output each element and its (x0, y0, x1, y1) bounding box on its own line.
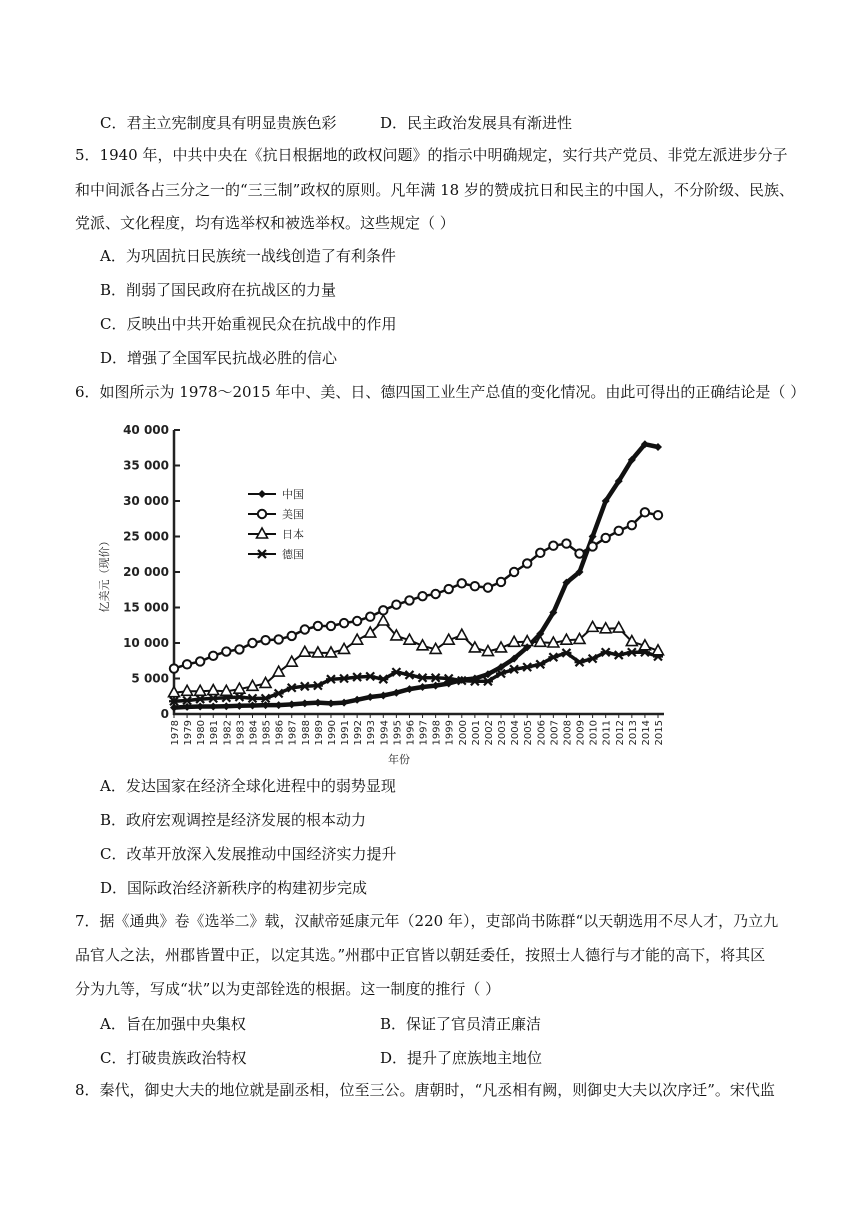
marker-circle (222, 647, 230, 655)
marker-circle (471, 582, 479, 590)
marker-diamond (258, 490, 266, 498)
marker-circle (183, 660, 191, 668)
marker-triangle (378, 615, 389, 625)
marker-circle (418, 592, 426, 600)
y-tick-label: 5 000 (131, 671, 169, 686)
q5-stem-line-3: 党派、文化程度，均有选举权和被选举权。这些规定（ ） (75, 214, 455, 232)
marker-circle (261, 636, 269, 644)
marker-circle (601, 534, 609, 542)
marker-star (601, 648, 611, 656)
marker-triangle (182, 685, 193, 695)
marker-diamond (235, 702, 243, 710)
q4-option-d[interactable]: D．民主政治发展具有渐进性 (380, 114, 573, 132)
x-tick-label: 1986 (274, 720, 286, 746)
marker-star (627, 648, 637, 656)
series-line-star-x (174, 652, 658, 701)
marker-star (208, 694, 218, 702)
marker-star (561, 649, 571, 657)
y-tick-label: 40 000 (123, 423, 169, 437)
x-tick-label: 2011 (601, 720, 613, 746)
x-tick-label: 2015 (654, 720, 665, 746)
marker-circle (248, 639, 256, 647)
q7-option-c[interactable]: C．打破贵族政治特权 (100, 1049, 247, 1067)
marker-star (431, 674, 441, 682)
marker-star (548, 653, 558, 661)
x-tick-label: 1978 (170, 720, 181, 746)
marker-triangle (299, 646, 310, 656)
x-tick-label: 2013 (627, 720, 639, 746)
marker-triangle (456, 629, 467, 639)
marker-star (418, 674, 428, 682)
marker-diamond (209, 703, 217, 711)
x-tick-label: 2006 (536, 720, 548, 746)
q7-stem-line-2: 品官人之法，州郡皆置中正，以定其选。”州郡中正官皆以朝廷委任，按照士人德行与才能的高下，将其区 (75, 946, 766, 964)
marker-triangle (273, 666, 284, 676)
marker-circle (258, 510, 266, 518)
y-tick-label: 10 000 (123, 636, 169, 650)
x-tick-label: 2002 (483, 720, 495, 746)
q6-option-c[interactable]: C．改革开放深入发展推动中国经济实力提升 (100, 845, 397, 863)
series-markers-open-circle (170, 508, 662, 673)
q5-option-d[interactable]: D．增强了全国军民抗战必胜的信心 (100, 349, 338, 367)
marker-star (300, 682, 310, 690)
q5-stem-line-1: 5．1940 年，中共中央在《抗日根据地的政权问题》的指示中明确规定，实行共产党员、非党左派进步分子 (75, 146, 788, 164)
legend-label: 日本 (282, 528, 304, 541)
y-tick-label: 20 000 (123, 565, 169, 579)
x-tick-label: 2005 (523, 720, 535, 746)
x-tick-label: 1991 (340, 720, 352, 746)
y-tick-label: 25 000 (123, 529, 169, 544)
marker-star (313, 682, 323, 690)
q6-stem-line-1: 6．如图所示为 1978～2015 年中、美、日、德四国工业生产总值的变化情况。由此可得出的正确结论是（ ） (75, 383, 806, 401)
marker-triangle (613, 622, 624, 632)
marker-circle (301, 625, 309, 633)
marker-star (287, 684, 297, 692)
x-tick-label: 1999 (444, 720, 456, 746)
legend-label: 德国 (282, 548, 304, 561)
x-tick-labels (170, 720, 665, 745)
q7-option-d[interactable]: D．提升了庶族地主地位 (380, 1049, 543, 1067)
marker-star (614, 651, 624, 659)
x-tick-label: 2014 (640, 720, 652, 746)
marker-star (535, 660, 545, 668)
marker-circle (523, 559, 531, 567)
x-tick-label: 1993 (366, 720, 378, 746)
marker-circle (484, 583, 492, 591)
marker-star (234, 693, 244, 701)
x-tick-label: 1988 (300, 720, 312, 746)
marker-circle (562, 539, 570, 547)
marker-circle (288, 632, 296, 640)
q6-option-d[interactable]: D．国际政治经济新秩序的构建初步完成 (100, 879, 368, 897)
x-tick-label: 1979 (183, 720, 195, 746)
x-tick-label: 1984 (248, 720, 260, 746)
marker-circle (575, 549, 583, 557)
q4-option-c[interactable]: C．君主立宪制度具有明显贵族色彩 (100, 114, 337, 132)
marker-circle (628, 521, 636, 529)
marker-circle (497, 578, 505, 586)
x-tick-label: 1996 (405, 720, 417, 746)
x-tick-label: 2003 (497, 720, 509, 746)
x-axis-label: 年份 (388, 753, 410, 766)
marker-star (509, 665, 519, 673)
q5-option-a[interactable]: A．为巩固抗日民族统一战线创造了有利条件 (100, 247, 396, 265)
marker-star (522, 663, 532, 671)
series-line-open-triangle (174, 621, 658, 693)
marker-circle (615, 527, 623, 535)
x-tick-label: 1989 (313, 720, 325, 746)
series-line-open-circle (174, 512, 658, 668)
x-tick-label: 1994 (379, 720, 391, 746)
marker-star (575, 658, 585, 666)
marker-star (483, 677, 493, 685)
marker-circle (458, 579, 466, 587)
marker-circle (641, 508, 649, 516)
marker-star (365, 672, 375, 680)
x-tick-label: 2010 (588, 720, 600, 746)
series-markers (169, 440, 664, 711)
x-tick-label: 1992 (353, 720, 365, 746)
marker-diamond (327, 699, 335, 707)
marker-triangle (286, 656, 297, 666)
marker-circle (327, 622, 335, 630)
marker-circle (379, 606, 387, 614)
x-tick-label: 1998 (431, 720, 443, 746)
x-tick-label: 2007 (549, 720, 561, 746)
x-tick-label: 1995 (392, 720, 404, 746)
x-tick-label: 1981 (209, 720, 221, 746)
y-tick-label: 0 (160, 707, 169, 721)
y-tick-labels (123, 423, 169, 721)
marker-diamond (419, 683, 427, 691)
marker-star (352, 673, 362, 681)
marker-star (588, 655, 598, 663)
q8-stem-line-1: 8．秦代，御史大夫的地位就是副丞相，位至三公。唐朝时，“凡丞相有阙，则御史大夫以次序迁”。宋代监 (75, 1081, 775, 1099)
legend-label: 美国 (282, 508, 304, 521)
marker-triangle (339, 643, 350, 653)
marker-circle (209, 652, 217, 660)
q7-option-b[interactable]: B．保证了官员清正廉洁 (380, 1015, 542, 1033)
q5-option-b[interactable]: B．削弱了国民政府在抗战区的力量 (100, 281, 337, 299)
marker-diamond (275, 701, 283, 709)
marker-star (391, 668, 401, 676)
legend-label: 中国 (282, 488, 304, 501)
marker-circle (340, 619, 348, 627)
marker-star (404, 671, 414, 679)
x-tick-label: 1997 (418, 720, 430, 746)
y-tick-label: 35 000 (123, 458, 169, 473)
series-markers-filled-diamond (170, 440, 662, 711)
q7-option-a[interactable]: A．旨在加强中央集权 (100, 1015, 246, 1033)
marker-circle (274, 635, 282, 643)
marker-circle (510, 568, 518, 576)
marker-circle (392, 600, 400, 608)
marker-diamond (432, 682, 440, 690)
marker-circle (536, 549, 544, 557)
marker-diamond (301, 699, 309, 707)
marker-circle (196, 657, 204, 665)
x-tick-label: 2001 (470, 720, 482, 746)
x-tick-label: 2009 (575, 720, 587, 746)
x-tick-label: 1990 (326, 720, 338, 746)
marker-diamond (288, 700, 296, 708)
marker-circle (549, 542, 557, 550)
x-tick-label: 2012 (614, 720, 626, 746)
x-tick-label: 1983 (235, 720, 247, 746)
y-axis-label: 亿美元（现价） (98, 535, 111, 613)
marker-circle (588, 542, 596, 550)
marker-circle (235, 645, 243, 653)
series-lines (174, 444, 658, 707)
marker-star (274, 689, 284, 697)
q7-stem-line-3: 分为九等，写成“状”以为吏部铨选的根据。这一制度的推行（ ） (75, 980, 501, 998)
marker-star (378, 675, 388, 683)
x-tick-label: 2008 (562, 720, 574, 746)
marker-circle (654, 511, 662, 519)
q6-option-a[interactable]: A．发达国家在经济全球化进程中的弱势显现 (100, 777, 396, 795)
marker-star (257, 550, 267, 558)
x-tick-label: 1982 (222, 720, 234, 746)
marker-star (195, 695, 205, 703)
industrial-output-chart (96, 414, 686, 770)
x-tick-label: 1987 (287, 720, 299, 746)
y-tick-label: 30 000 (123, 494, 169, 508)
marker-star (247, 694, 257, 702)
marker-circle (445, 585, 453, 593)
marker-diamond (196, 703, 204, 711)
x-tick-label: 1985 (261, 720, 273, 746)
q5-stem-line-2: 和中间派各占三分之一的“三三制”政权的原则。凡年满 18 岁的赞成抗日和民主的中国人，不分阶级、民族、 (75, 181, 794, 199)
q7-stem-line-1: 7．据《通典》卷《选举二》载，汉献帝延康元年（220 年），吏部尚书陈群“以天朝选用不尽人才，乃立九 (75, 912, 779, 930)
x-tick-label: 2000 (457, 720, 469, 746)
marker-circle (366, 613, 374, 621)
marker-triangle (587, 621, 598, 631)
marker-circle (314, 622, 322, 630)
chart-legend (248, 487, 304, 561)
marker-circle (405, 596, 413, 604)
q6-option-b[interactable]: B．政府宏观调控是经济发展的根本动力 (100, 811, 367, 829)
y-tick-label: 15 000 (123, 600, 169, 615)
marker-circle (353, 617, 361, 625)
marker-triangle (208, 685, 219, 695)
marker-diamond (314, 699, 322, 707)
series-line-filled-diamond (174, 444, 658, 707)
q5-option-c[interactable]: C．反映出中共开始重视民众在抗战中的作用 (100, 315, 397, 333)
marker-star (339, 675, 349, 683)
x-tick-label: 2004 (510, 720, 522, 746)
marker-circle (431, 590, 439, 598)
marker-diamond (222, 702, 230, 710)
marker-star (326, 675, 336, 683)
x-tick-label: 1980 (196, 720, 208, 746)
marker-circle (170, 664, 178, 672)
